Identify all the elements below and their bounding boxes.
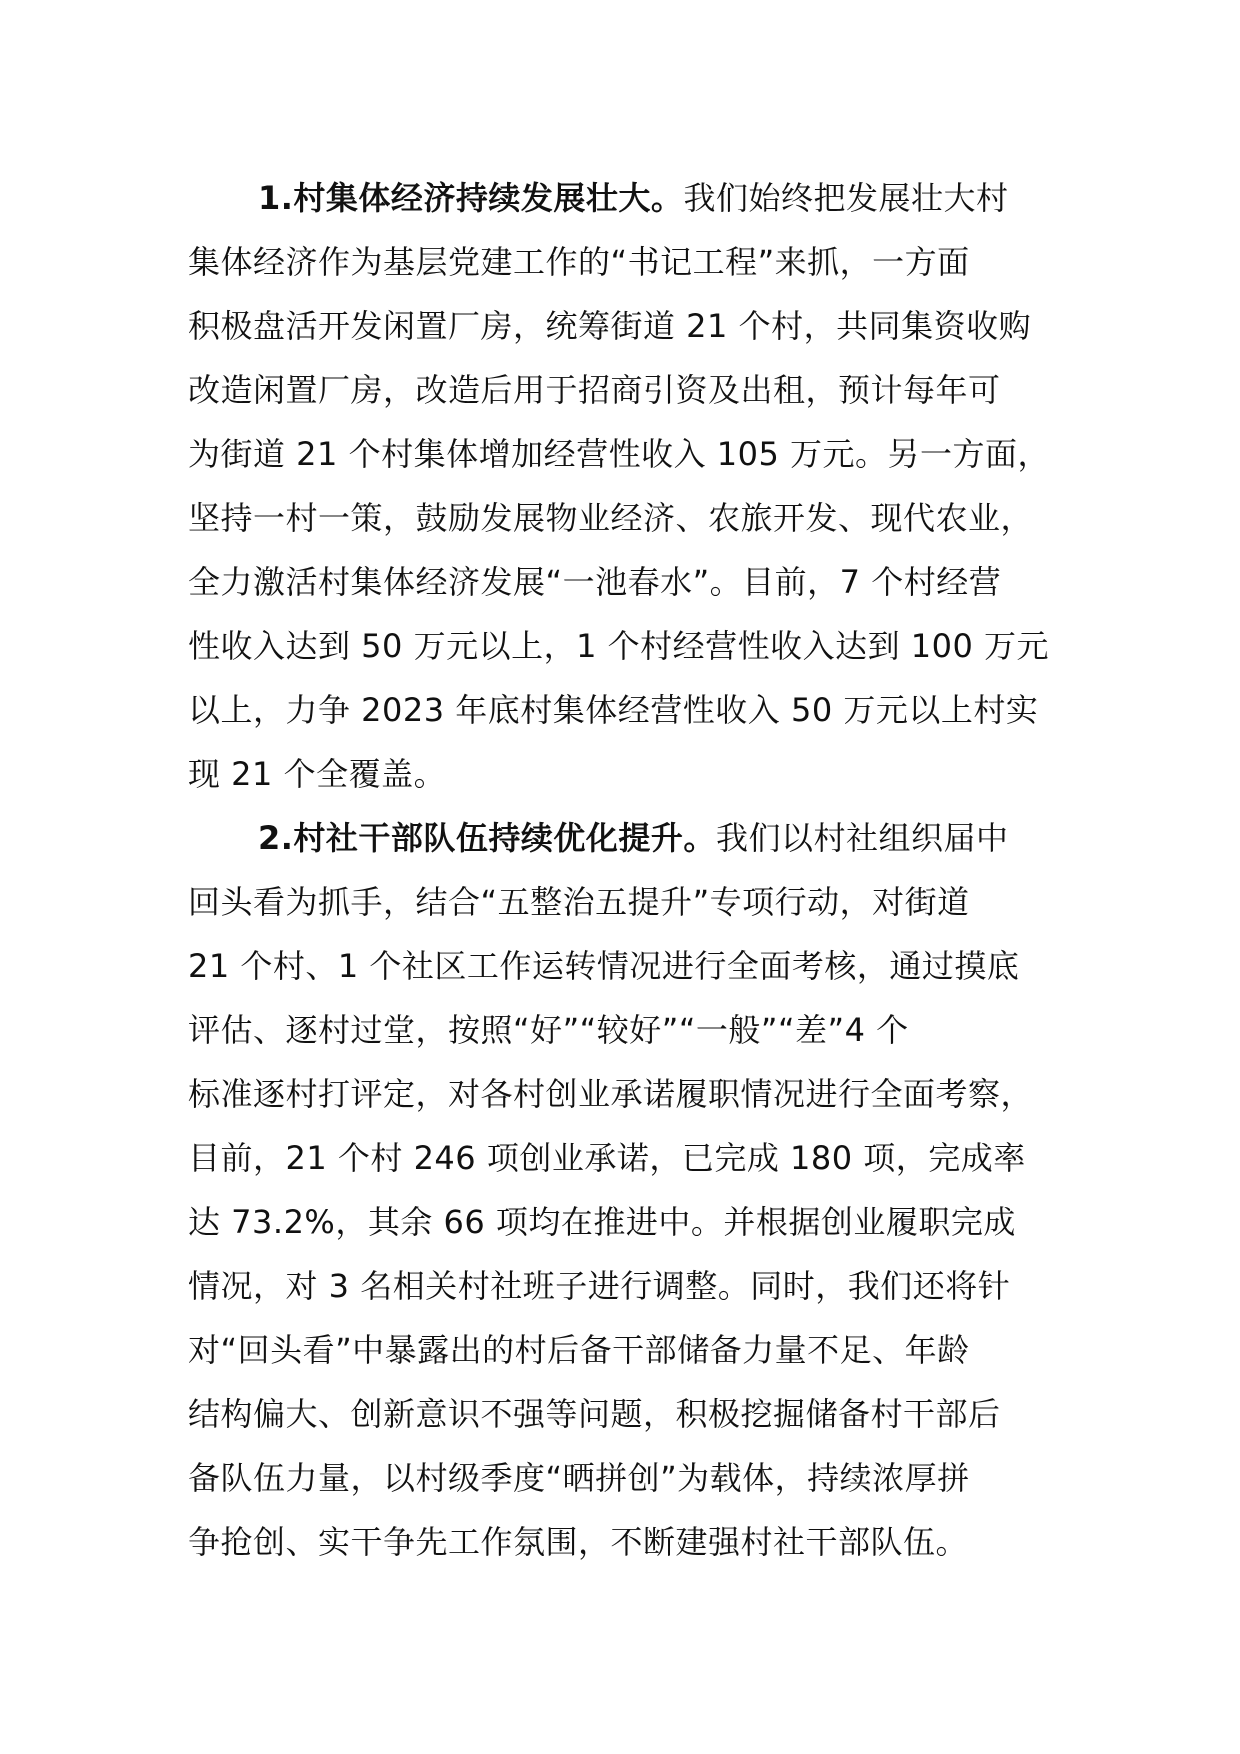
section-2-line-10: 备队伍力量，以村级季度“晒拼创”为载体，持续浓厚拼	[188, 1459, 970, 1497]
section-2-heading: 2.村社干部队伍持续优化提升。	[258, 819, 716, 857]
section-1-first-line	[188, 166, 1060, 230]
section-1-line-0: 我们始终把发展壮大村	[683, 179, 1009, 217]
section-1-line-8: 以上，力争 2023 年底村集体经营性收入 50 万元以上村实	[188, 691, 1039, 729]
section-1-line-5: 坚持一村一策，鼓励发展物业经济、农旅开发、现代农业，	[188, 499, 1034, 537]
section-2-line-5: 目前，21 个村 246 项创业承诺，已完成 180 项，完成率	[188, 1139, 1026, 1177]
section-2-line-8: 对“回头看”中暴露出的村后备干部储备力量不足、年龄	[188, 1331, 970, 1369]
section-2-line-6: 达 73.2%，其余 66 项均在推进中。并根据创业履职完成	[188, 1203, 1016, 1241]
section-2-first-line	[188, 806, 1060, 870]
document-body	[188, 166, 1060, 1574]
section-1-line-3: 改造闲置厂房，改造后用于招商引资及出租，预计每年可	[188, 371, 1001, 409]
section-1-heading: 1.村集体经济持续发展壮大。	[258, 179, 684, 217]
section-2-line-9: 结构偏大、创新意识不强等问题，积极挖掘储备村干部后	[188, 1395, 1001, 1433]
section-2-line-1: 回头看为抓手，结合“五整治五提升”专项行动，对街道	[188, 883, 970, 921]
section-1-line-7: 性收入达到 50 万元以上，1 个村经营性收入达到 100 万元	[188, 627, 1050, 665]
section-1-line-6: 全力激活村集体经济发展“一池春水”。目前，7 个村经营	[188, 563, 1002, 601]
section-2-line-2: 21 个村、1 个社区工作运转情况进行全面考核，通过摸底	[188, 947, 1020, 985]
section-2-line-11: 争抢创、实干争先工作氛围，不断建强村社干部队伍。	[188, 1523, 969, 1561]
section-2-line-7: 情况，对 3 名相关村社班子进行调整。同时，我们还将针	[188, 1267, 1011, 1305]
section-1-line-1: 集体经济作为基层党建工作的“书记工程”来抓，一方面	[188, 243, 970, 281]
section-2-line-4: 标准逐村打评定，对各村创业承诺履职情况进行全面考察，	[188, 1075, 1034, 1113]
section-2-line-3: 评估、逐村过堂，按照“好”“较好”“一般”“差”4 个	[188, 1011, 909, 1049]
section-2-line-0: 我们以村社组织届中	[715, 819, 1009, 857]
section-1-line-4: 为街道 21 个村集体增加经营性收入 105 万元。另一方面，	[188, 435, 1050, 473]
section-1-line-2: 积极盘活开发闲置厂房，统筹街道 21 个村，共同集资收购	[188, 307, 1032, 345]
section-1-line-9: 现 21 个全覆盖。	[188, 755, 447, 793]
